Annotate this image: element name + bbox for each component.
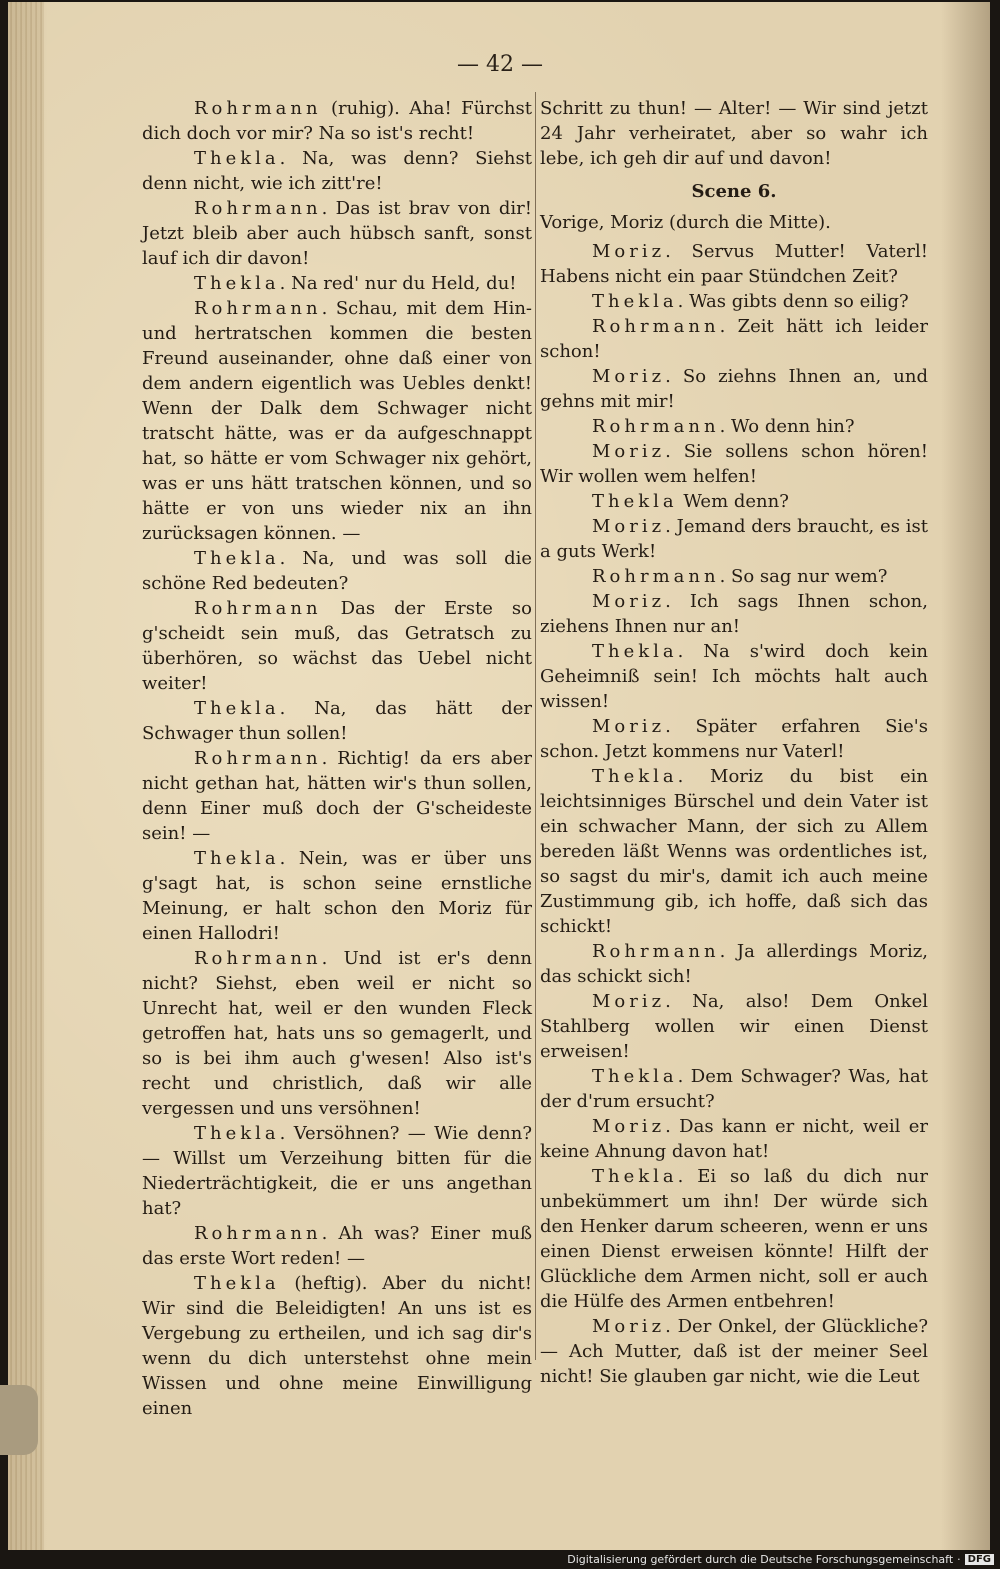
dialogue-paragraph — [142, 946, 532, 1121]
dialogue-text: . Jemand ders braucht, es ist a guts Werk! — [540, 516, 928, 562]
dialogue-paragraph — [540, 564, 928, 589]
speaker-name: Moriz — [592, 716, 666, 737]
speaker-name: Thekla — [592, 491, 678, 512]
dialogue-paragraph — [142, 196, 532, 271]
dfg-logo: DFG — [965, 1554, 994, 1565]
dialogue-paragraph — [540, 489, 928, 514]
speaker-name: Thekla — [194, 1123, 280, 1144]
dialogue-text: . Sie sollens schon hören! Wir wollen wem helfen! — [540, 441, 928, 487]
page-number: — 42 — — [457, 52, 543, 77]
dialogue-text: . Das kann er nicht, weil er keine Ahnung davon hat! — [540, 1116, 928, 1162]
speaker-name: Thekla — [592, 291, 678, 312]
dialogue-paragraph — [142, 96, 532, 146]
dialogue-text: . Na, also! Dem Onkel Stahlberg wollen wir einen Dienst erweisen! — [540, 991, 928, 1062]
speaker-name: Thekla — [194, 273, 280, 294]
scene-heading: Scene 6. — [691, 181, 777, 202]
speaker-name: Thekla — [194, 148, 280, 169]
dialogue-paragraph — [142, 296, 532, 546]
dialogue-text: . Und ist er's denn nicht? Siehst, eben weil er nicht so Unrecht hat, weil er den wunden Fleck getroffen hat, hats uns so gemagerlt, und so is bei ihm auch g'wesen! Also ist's recht und christlich, daß wir alle vergessen und uns versöhnen! — [142, 948, 532, 1119]
speaker-name: Moriz — [592, 441, 666, 462]
dialogue-paragraph — [540, 639, 928, 714]
dialogue-paragraph — [540, 289, 928, 314]
speaker-name: Moriz — [592, 991, 666, 1012]
footer-text: Digitalisierung gefördert durch die Deutsche Forschungsgemeinschaft — [567, 1552, 954, 1566]
dialogue-paragraph — [540, 364, 928, 414]
dialogue-paragraph — [540, 1064, 928, 1114]
speaker-name: Thekla — [194, 698, 280, 719]
speaker-name: Thekla — [194, 548, 280, 569]
speaker-name: Moriz — [592, 241, 666, 262]
speaker-name: Moriz — [592, 1316, 666, 1337]
continuation-text: Schritt zu thun! — Alter! — Wir sind jetzt 24 Jahr verheiratet, aber so wahr ich lebe, ich geh dir auf und davon! — [540, 98, 928, 169]
dialogue-text: . Na, das hätt der Schwager thun sollen! — [142, 698, 532, 744]
dialogue-text: . Ja allerdings Moriz, das schickt sich! — [540, 941, 928, 987]
dialogue-text: . Schau, mit dem Hin- und hertratschen kommen die besten Freund auseinander, ohne daß einer von dem andern eigentlich was Uebles denkt! Wenn der Dalk dem Schwager nicht tratscht hätte, was er da aufgeschnappt hat, so hätte er vom Schwager nix gehört, was er uns hätt tratschen können, und so hätte er von uns wieder nix an ihn zurücksagen können. — — [142, 298, 532, 544]
dialogue-paragraph — [540, 414, 928, 439]
right-dialogue — [540, 239, 928, 1389]
speaker-name: Moriz — [592, 366, 666, 387]
dialogue-paragraph — [540, 989, 928, 1064]
dialogue-text: . Ei so laß du dich nur unbekümmert um ihn! Der würde sich den Henker darum scheeren, wenn er uns einen Dienst erweisen könnte! Hilft der Glückliche dem Armen nicht, soll er auch die Hülfe des Armen entbehren! — [540, 1166, 928, 1312]
dialogue-text: . Nein, was er über uns g'sagt hat, is schon seine ernstliche Meinung, er halt schon den Moriz für einen Hallodri! — [142, 848, 532, 944]
speaker-name: Rohrmann — [592, 416, 720, 437]
dialogue-text: (heftig). Aber du nicht! Wir sind die Beleidigten! An uns ist es Vergebung zu ertheilen, und ich sag dir's wenn du dich unterstehst ohne mein Wissen und ohne meine Einwilligung einen — [142, 1273, 532, 1419]
dialogue-paragraph — [540, 439, 928, 489]
dialogue-text: . Versöhnen? — Wie denn? — Willst um Verzeihung bitten für die Niederträchtigkeit, die er uns angethan hat? — [142, 1123, 532, 1219]
dialogue-paragraph — [540, 1164, 928, 1314]
speaker-name: Rohrmann — [592, 941, 720, 962]
dialogue-paragraph — [540, 589, 928, 639]
dialogue-text: . Na, was denn? Siehst denn nicht, wie ich zitt're! — [142, 148, 532, 194]
dialogue-paragraph — [540, 1314, 928, 1389]
speaker-name: Thekla — [592, 641, 678, 662]
left-column — [142, 96, 532, 1421]
speaker-name: Thekla — [592, 1166, 678, 1187]
speaker-name: Rohrmann — [592, 566, 720, 587]
dialogue-text: . Dem Schwager? Was, hat der d'rum ersucht? — [540, 1066, 928, 1112]
speaker-name: Thekla — [592, 1066, 678, 1087]
right-column — [540, 96, 928, 1389]
dialogue-paragraph — [540, 1114, 928, 1164]
dialogue-paragraph — [540, 239, 928, 289]
speaker-name: Rohrmann — [194, 948, 322, 969]
dialogue-text: Wem denn? — [677, 491, 789, 512]
speaker-name: Thekla — [194, 848, 280, 869]
footer — [567, 1549, 994, 1569]
speaker-name: Thekla — [592, 766, 678, 787]
dialogue-text: . Richtig! da ers aber nicht gethan hat, hätten wir's thun sollen, denn Einer muß doch der G'scheideste sein! — — [142, 748, 532, 844]
speaker-name: Moriz — [592, 1116, 666, 1137]
column-divider — [535, 92, 536, 1360]
dialogue-text: Das der Erste so g'scheidt sein muß, das Getratsch zu überhören, so wächst das Uebel nicht weiter! — [142, 598, 532, 694]
dialogue-paragraph — [540, 714, 928, 764]
dialogue-text: . Moriz du bist ein leichtsinniges Bürschel und dein Vater ist ein schwacher Mann, der sich zu Allem bereden läßt Wenns was ordentliches ist, so sagst du mir's, damit ich auch meine Zustimmung gib, ich hoffe, daß sich das schickt! — [540, 766, 928, 937]
dialogue-text: . Na red' nur du Held, du! — [279, 273, 517, 294]
dialogue-paragraph — [142, 146, 532, 196]
dialogue-paragraph — [142, 271, 532, 296]
speaker-name: Rohrmann — [194, 748, 322, 769]
dialogue-text: . So ziehns Ihnen an, und gehns mit mir! — [540, 366, 928, 412]
dialogue-paragraph — [142, 1221, 532, 1271]
speaker-name: Rohrmann — [194, 298, 322, 319]
dialogue-text: . Das ist brav von dir! Jetzt bleib aber auch hübsch sanft, sonst lauf ich dir davon! — [142, 198, 532, 269]
dialogue-paragraph — [142, 1271, 532, 1421]
speaker-name: Moriz — [592, 516, 666, 537]
dialogue-text: . Was gibts denn so eilig? — [677, 291, 909, 312]
dialogue-paragraph — [540, 939, 928, 989]
dialogue-paragraph — [142, 546, 532, 596]
dialogue-paragraph — [142, 1121, 532, 1221]
speaker-name: Rohrmann — [194, 598, 322, 619]
dialogue-paragraph — [142, 696, 532, 746]
dialogue-text: . Später erfahren Sie's schon. Jetzt kommens nur Vaterl! — [540, 716, 928, 762]
speaker-name: Rohrmann — [592, 316, 720, 337]
dialogue-text: . Ich sags Ihnen schon, ziehens Ihnen nur an! — [540, 591, 928, 637]
speaker-name: Thekla — [194, 1273, 280, 1294]
dialogue-text: . Zeit hätt ich leider schon! — [540, 316, 928, 362]
cast-line: Vorige, Moriz (durch die Mitte). — [540, 212, 831, 233]
dialogue-text: (ruhig). Aha! Fürchst dich doch vor mir? Na so ist's recht! — [142, 98, 532, 144]
dialogue-text: . Wo denn hin? — [719, 416, 855, 437]
dialogue-paragraph — [540, 314, 928, 364]
dialogue-text: . Na, und was soll die schöne Red bedeuten? — [142, 548, 532, 594]
dialogue-paragraph — [142, 846, 532, 946]
speaker-name: Rohrmann — [194, 98, 322, 119]
dialogue-text: . Na s'wird doch kein Geheimniß sein! Ich möchts halt auch wissen! — [540, 641, 928, 712]
dialogue-text: . Servus Mutter! Vaterl! Habens nicht ein paar Stündchen Zeit? — [540, 241, 928, 287]
dialogue-paragraph — [142, 746, 532, 846]
dialogue-text: . Der Onkel, der Glückliche? — Ach Mutter, daß ist der meiner Seel nicht! Sie glauben gar nicht, wie die Leut — [540, 1316, 928, 1387]
speaker-name: Rohrmann — [194, 1223, 322, 1244]
bookmark-tab — [0, 1385, 38, 1455]
dialogue-text: . So sag nur wem? — [719, 566, 888, 587]
dialogue-paragraph — [540, 764, 928, 939]
speaker-name: Moriz — [592, 591, 666, 612]
speaker-name: Rohrmann — [194, 198, 322, 219]
dialogue-paragraph — [142, 596, 532, 696]
page-edges — [8, 2, 44, 1550]
footer-separator: · — [957, 1552, 961, 1566]
dialogue-paragraph — [540, 514, 928, 564]
dialogue-text: . Ah was? Einer muß das erste Wort reden! — — [142, 1223, 532, 1269]
